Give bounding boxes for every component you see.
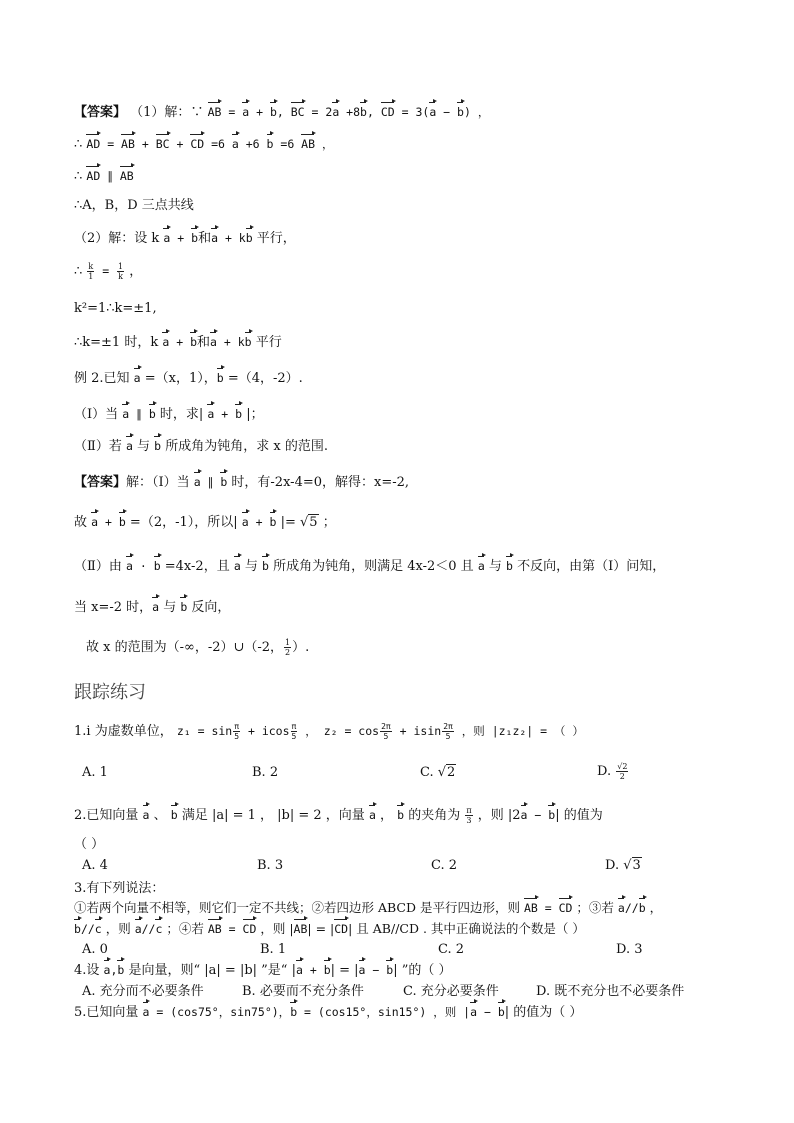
q2-option-b[interactable]: B. 3	[257, 858, 284, 873]
q3-option-b[interactable]: B. 1	[260, 942, 287, 957]
q4-option-c[interactable]: C. 充分必要条件	[403, 984, 499, 999]
ex1-line2: ∴ AD = AB + BC + CD =6 a +6 b =6 AB ，	[74, 137, 334, 152]
ex1-line1: 【答案】 （1）解：∵ AB = a + b, BC = 2a +8b, CD = 3(a − b) ，	[74, 105, 490, 120]
q4-stem: 4.设 a,b 是向量，则“ |a| = |b| ”是“ |a + b| = |a − b| ”的（ ）	[74, 963, 452, 978]
q2-option-c[interactable]: C. 2	[431, 858, 458, 873]
ex2-answer-so: 故 a + b =（2，-1），所以| a + b |= √5 ；	[74, 515, 336, 530]
ex2-stem: 例 2.已知 a =（x，1），b =（4，-2）.	[74, 371, 303, 386]
fraction-one-half: $\frac{1}{2}$	[285, 638, 291, 657]
ex1-k2: k²=1∴k=±1,	[74, 301, 157, 316]
ex1-fraction-line: ∴ $\frac{k}{1}$ = $\frac{1}{k}$ ，	[74, 262, 143, 281]
q2-option-d[interactable]: D. √3	[605, 858, 641, 873]
q1-stem: 1.i 为虚数单位， z₁ = sin $\frac{\pi}{5}$ + icos $\frac{\pi}{5}$ ， z₂ = cos $\frac{2\pi}{5}$ + isin $\frac{2\pi}{5}$ ，则 |z₁z₂| = （ ）	[74, 722, 584, 741]
vector-BC: BC	[290, 105, 305, 119]
ex2-answer2: （Ⅱ）由 a · b =4x-2，且 a 与 b 所成角为钝角，则满足 4x-2＜0 且 a 与 b 不反向，由第（Ⅰ）问知，	[74, 559, 666, 574]
ex2-answer1: 【答案】解：（Ⅰ）当 a ∥ b 时，有-2x-4=0，解得：x=-2,	[74, 475, 410, 490]
q2-option-a[interactable]: A. 4	[82, 858, 108, 873]
vector-AB: AB	[207, 105, 222, 119]
q1-option-d[interactable]: D. $\frac{√2}{2}$	[597, 762, 628, 781]
ex1-collinear: ∴A，B，D 三点共线	[74, 198, 194, 213]
ex1-conclusion: ∴k=±1 时，k a + b和a + kb 平行	[74, 335, 282, 350]
q3-statements-2: b//c ，则 a//c ；④若 AB = CD ，则 |AB| = |CD| 且 AB//CD . 其中正确说法的个数是（ ）	[74, 921, 585, 936]
ex1-part2: （2）解：设 k a + b和a + kb 平行，	[74, 231, 296, 246]
ex2-range: 故 x 的范围为（-∞，-2）∪（-2， $\frac{1}{2}$ ）.	[86, 638, 310, 657]
section-title: 跟踪练习	[74, 682, 146, 703]
ex2-when: 当 x=-2 时，a 与 b 反向，	[74, 600, 231, 615]
ex2-q2: （Ⅱ）若 a 与 b 所成角为钝角，求 x 的范围.	[74, 439, 328, 454]
q3-stem: 3.有下列说法：	[74, 881, 165, 896]
q3-option-c[interactable]: C. 2	[438, 942, 465, 957]
ex1-line3: ∴ AD ∥ AB	[74, 169, 134, 184]
q1-option-a[interactable]: A. 1	[82, 765, 108, 780]
q4-option-d[interactable]: D. 既不充分也不必要条件	[536, 984, 685, 999]
answer-label: 【答案】	[74, 105, 127, 120]
vector-CD: CD	[380, 105, 395, 119]
q4-option-b[interactable]: B. 必要而不充分条件	[242, 984, 364, 999]
q4-option-a[interactable]: A. 充分而不必要条件	[82, 984, 204, 999]
q5-stem: 5.已知向量 a = (cos75°，sin75°)，b = (cos15°，sin15°) ，则 |a − b| 的值为（ ）	[74, 1005, 583, 1020]
q1-option-c[interactable]: C. √2	[420, 765, 456, 780]
sqrt-5: √5	[299, 515, 318, 530]
q3-option-d[interactable]: D. 3	[616, 942, 643, 957]
ex2-q1: （Ⅰ）当 a ∥ b 时，求| a + b |；	[74, 407, 264, 422]
q1-option-b[interactable]: B. 2	[252, 765, 279, 780]
fraction-1-over-k: $\frac{1}{k}$	[118, 262, 124, 281]
q3-statements-1: ①若两个向量不相等，则它们一定不共线；②若四边形 ABCD 是平行四边形，则 AB = CD ；③若 a//b ，	[74, 900, 663, 915]
fraction-k-over-1: $\frac{k}{1}$	[88, 262, 94, 281]
q2-stem: 2.已知向量 a 、 b 满足 |a| = 1 ， |b| = 2 ，向量 a ， b 的夹角为 $\frac{\pi}{3}$ ，则 |2a − b| 的值为	[74, 806, 603, 825]
q2-paren: （ ）	[74, 837, 105, 852]
q3-option-a[interactable]: A. 0	[82, 942, 108, 957]
